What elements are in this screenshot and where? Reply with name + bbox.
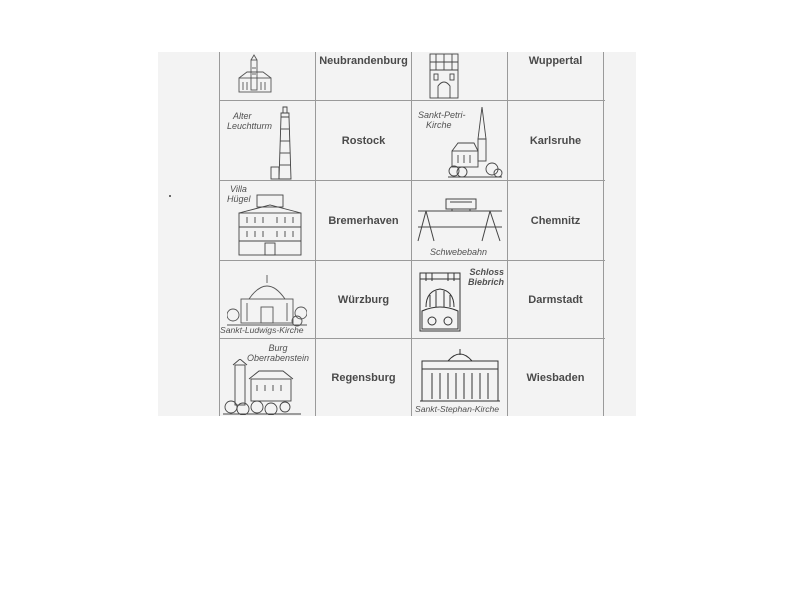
city-name: Darmstadt — [528, 293, 583, 306]
landmark-caption: Schloss Biebrich — [467, 267, 504, 287]
castle-icon — [223, 359, 301, 415]
landmark-cell — [412, 181, 507, 260]
city-name: Würzburg — [337, 293, 390, 306]
palace-rotunda-icon — [416, 267, 464, 335]
landmark-cell — [412, 261, 507, 338]
colonnade-church-icon — [418, 347, 502, 403]
city-gate-icon — [426, 52, 462, 100]
landmark-cell — [412, 52, 507, 100]
landmark-cell — [219, 101, 315, 180]
landmark-caption: Sankt-Ludwigs-Kirche — [220, 325, 304, 335]
landmark-cell — [412, 101, 507, 180]
landmark-cell — [412, 339, 507, 416]
church-spire-icon — [446, 105, 504, 179]
landmark-caption: Villa Hügel — [227, 184, 251, 204]
landmark-cell — [219, 52, 315, 100]
city-name: Neubrandenburg — [319, 55, 408, 67]
church-tower-icon — [233, 54, 277, 98]
city-name: Karlsruhe — [529, 134, 582, 147]
city-name: Bremerhaven — [328, 214, 399, 227]
city-name: Rostock — [341, 134, 386, 147]
grid-line — [603, 52, 604, 416]
landmark-cell — [219, 181, 315, 260]
suspension-railway-icon — [416, 197, 504, 243]
matching-grid — [219, 52, 605, 416]
city-name: Chemnitz — [530, 214, 581, 227]
landmark-caption: Alter Leuchtturm — [227, 111, 273, 131]
landmark-cell — [219, 339, 315, 416]
landmark-caption: Burg Oberrabenstein — [247, 343, 310, 363]
landmark-caption: Sankt-Stephan-Kirche — [415, 404, 500, 414]
domed-church-icon — [227, 271, 307, 327]
landmark-cell — [219, 261, 315, 338]
scan-speck — [169, 195, 171, 197]
city-name: Regensburg — [331, 371, 396, 384]
city-name: Wiesbaden — [526, 371, 585, 384]
lighthouse-icon — [269, 105, 301, 180]
city-name: Wuppertal — [528, 55, 583, 67]
villa-icon — [235, 193, 305, 257]
landmark-caption: Schwebebahn — [430, 247, 488, 257]
landmark-caption: Sankt-Petri- Kirche — [418, 110, 466, 130]
